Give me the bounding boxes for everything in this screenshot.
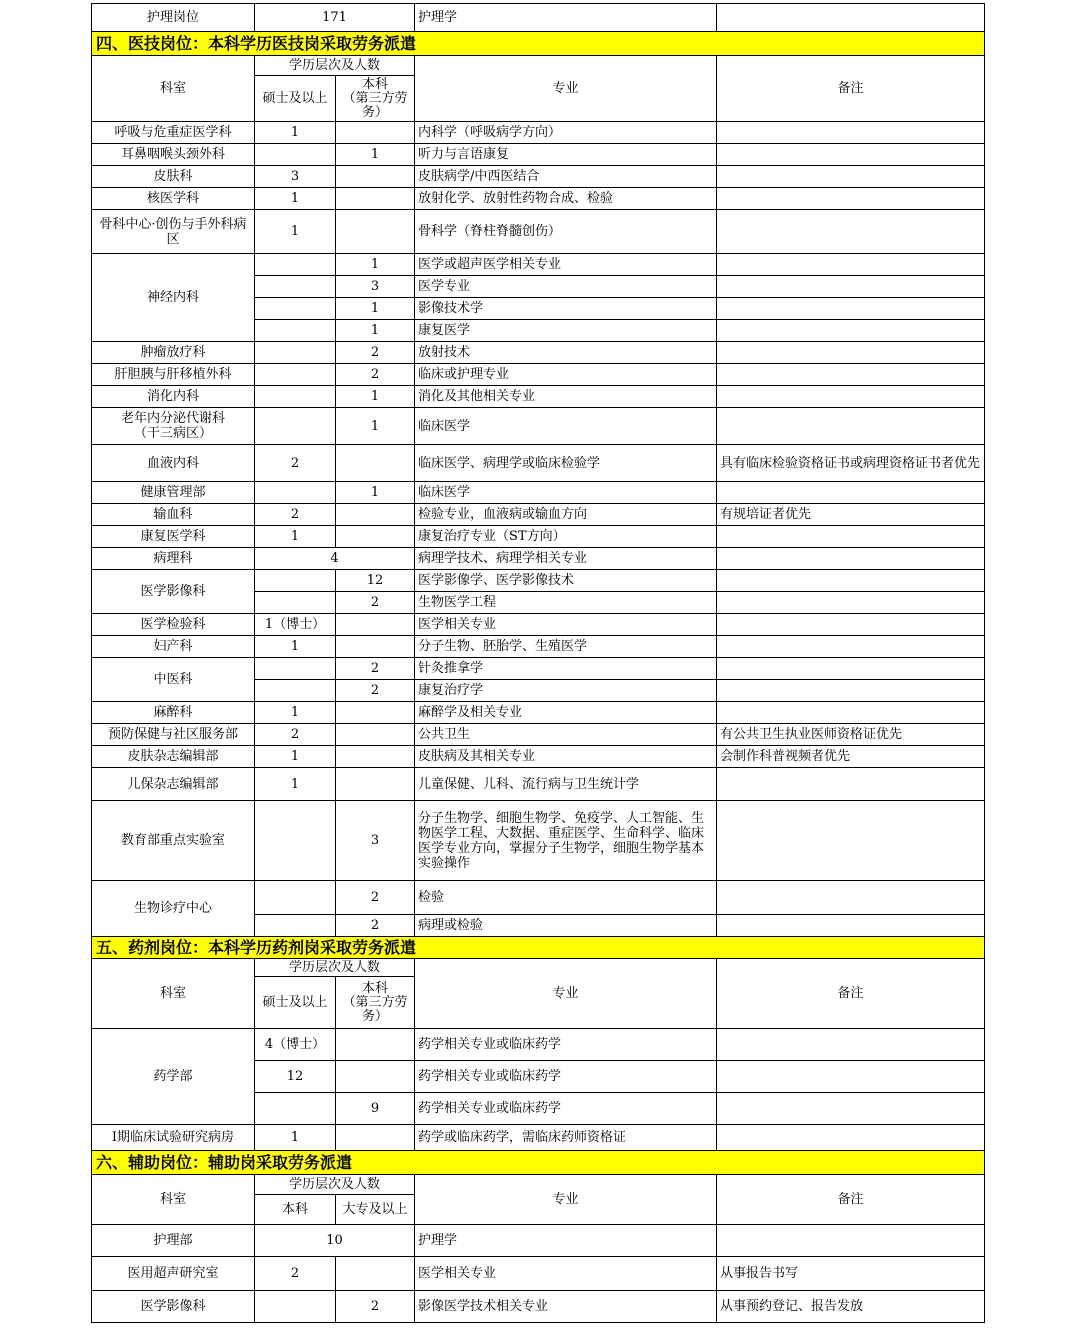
count-col2-cell: 2: [336, 680, 415, 702]
major-cell: 病理学技术、病理学相关专业: [415, 548, 717, 570]
count-col2-cell: 1: [336, 386, 415, 408]
note-cell: [717, 342, 985, 364]
count-col2-cell: [336, 1257, 415, 1291]
section-title-row: [92, 32, 985, 56]
count-col2-cell: [336, 614, 415, 636]
major-cell: 病理或检验: [415, 915, 717, 937]
dept-cell: 耳鼻咽喉头颈外科: [92, 144, 255, 166]
note-cell: [717, 166, 985, 188]
count-col2-cell: [336, 526, 415, 548]
count-col2-cell: 3: [336, 276, 415, 298]
dept-cell: 神经内科: [92, 254, 255, 342]
count-col1-cell: [255, 386, 336, 408]
note-cell: [717, 658, 985, 680]
note-cell: 有规培证者优先: [717, 504, 985, 526]
dept-cell: 中医科: [92, 658, 255, 702]
header-row: [92, 959, 985, 977]
count-col2-cell: [336, 210, 415, 254]
count-col1-cell: [255, 658, 336, 680]
note-cell: [717, 614, 985, 636]
table-row: [92, 724, 985, 746]
note-cell: [717, 144, 985, 166]
dept-cell: 护理岗位: [92, 4, 255, 32]
note-cell: [717, 364, 985, 386]
note-cell: 有公共卫生执业医师资格证优先: [717, 724, 985, 746]
table-row: [92, 526, 985, 548]
section-title: 四、医技岗位：本科学历医技岗采取劳务派遣: [92, 32, 985, 56]
header-major: 专业: [415, 959, 717, 1029]
count-col1-cell: [255, 364, 336, 386]
header-col1: 硕士及以上: [255, 977, 336, 1029]
dept-cell: 医学检验科: [92, 614, 255, 636]
dept-cell: 儿保杂志编辑部: [92, 768, 255, 801]
major-cell: 康复治疗专业（ST方向）: [415, 526, 717, 548]
table-row: [92, 144, 985, 166]
recruitment-table-sheet: [91, 3, 984, 1323]
major-cell: 儿童保健、儿科、流行病与卫生统计学: [415, 768, 717, 801]
table-row: [92, 702, 985, 724]
count-col1-cell: [255, 254, 336, 276]
note-cell: [717, 636, 985, 658]
header-note: 备注: [717, 56, 985, 122]
table-row: [92, 408, 985, 445]
count-col2-cell: 2: [336, 881, 415, 915]
major-cell: 康复治疗学: [415, 680, 717, 702]
note-cell: [717, 4, 985, 32]
major-cell: 消化及其他相关专业: [415, 386, 717, 408]
table-row: [92, 504, 985, 526]
count-col2-cell: 1: [336, 408, 415, 445]
note-cell: 从事报告书写: [717, 1257, 985, 1291]
count-col2-cell: 2: [336, 915, 415, 937]
count-col2-cell: [336, 188, 415, 210]
count-col1-cell: 1: [255, 210, 336, 254]
count-col1-cell: 1: [255, 526, 336, 548]
note-cell: [717, 801, 985, 881]
major-cell: 药学相关专业或临床药学: [415, 1061, 717, 1093]
count-cell: 171: [255, 4, 415, 32]
count-col1-cell: 1: [255, 768, 336, 801]
count-col2-cell: [336, 1029, 415, 1061]
table-row: [92, 166, 985, 188]
note-cell: [717, 188, 985, 210]
header-row: [92, 1175, 985, 1195]
table-row: [92, 881, 985, 915]
count-col1-cell: [255, 276, 336, 298]
count-col1-cell: 1: [255, 746, 336, 768]
table-row: [92, 1225, 985, 1257]
note-cell: [717, 320, 985, 342]
dept-cell: 呼吸与危重症医学科: [92, 122, 255, 144]
table-row: [92, 122, 985, 144]
count-col2-cell: [336, 702, 415, 724]
note-cell: [717, 570, 985, 592]
count-col2-cell: 2: [336, 1291, 415, 1323]
table-row: [92, 4, 985, 32]
note-cell: [717, 276, 985, 298]
header-education-group: 学历层次及人数: [255, 959, 415, 977]
dept-cell: 护理部: [92, 1225, 255, 1257]
count-col1-cell: 1: [255, 122, 336, 144]
count-col2-cell: [336, 1061, 415, 1093]
dept-cell: 病理科: [92, 548, 255, 570]
dept-cell: 医学影像科: [92, 1291, 255, 1323]
header-major: 专业: [415, 1175, 717, 1225]
count-col2-cell: 2: [336, 658, 415, 680]
major-cell: 生物医学工程: [415, 592, 717, 614]
count-col2-cell: [336, 768, 415, 801]
count-col1-cell: 1: [255, 636, 336, 658]
count-col1-cell: 3: [255, 166, 336, 188]
dept-cell: 麻醉科: [92, 702, 255, 724]
table-row: [92, 614, 985, 636]
note-cell: 从事预约登记、报告发放: [717, 1291, 985, 1323]
count-col1-cell: 1（博士）: [255, 614, 336, 636]
header-education-group: 学历层次及人数: [255, 1175, 415, 1195]
note-cell: [717, 768, 985, 801]
major-cell: 公共卫生: [415, 724, 717, 746]
dept-cell: 骨科中心·创伤与手外科病区: [92, 210, 255, 254]
count-col2-cell: 2: [336, 342, 415, 364]
note-cell: [717, 408, 985, 445]
major-cell: 听力与言语康复: [415, 144, 717, 166]
recruitment-table: [91, 3, 985, 1323]
major-cell: 临床医学: [415, 482, 717, 504]
note-cell: 会制作科普视频者优先: [717, 746, 985, 768]
note-cell: 具有临床检验资格证书或病理资格证书者优先: [717, 445, 985, 482]
note-cell: [717, 254, 985, 276]
count-col1-cell: [255, 570, 336, 592]
note-cell: [717, 1061, 985, 1093]
major-cell: 检验: [415, 881, 717, 915]
count-col2-cell: 1: [336, 298, 415, 320]
table-row: [92, 746, 985, 768]
table-row: [92, 1291, 985, 1323]
note-cell: [717, 680, 985, 702]
header-note: 备注: [717, 959, 985, 1029]
note-cell: [717, 298, 985, 320]
count-col1-cell: 12: [255, 1061, 336, 1093]
header-dept: 科室: [92, 959, 255, 1029]
major-cell: 皮肤病学/中西医结合: [415, 166, 717, 188]
major-cell: 临床医学: [415, 408, 717, 445]
major-cell: 临床医学、病理学或临床检验学: [415, 445, 717, 482]
dept-cell: 生物诊疗中心: [92, 881, 255, 937]
count-col1-cell: [255, 342, 336, 364]
header-row: [92, 56, 985, 76]
table-row: [92, 254, 985, 276]
dept-cell: 皮肤科: [92, 166, 255, 188]
count-col1-cell: 1: [255, 702, 336, 724]
major-cell: 麻醉学及相关专业: [415, 702, 717, 724]
dept-cell: 核医学科: [92, 188, 255, 210]
dept-cell: 预防保健与社区服务部: [92, 724, 255, 746]
header-col2: 本科 （第三方劳 务）: [336, 76, 415, 122]
header-col1: 本科: [255, 1195, 336, 1225]
note-cell: [717, 915, 985, 937]
dept-cell: 康复医学科: [92, 526, 255, 548]
header-col2: 大专及以上: [336, 1195, 415, 1225]
table-row: [92, 482, 985, 504]
dept-cell: 药学部: [92, 1029, 255, 1125]
table-row: [92, 188, 985, 210]
count-col1-cell: [255, 592, 336, 614]
count-col1-cell: [255, 482, 336, 504]
count-col2-cell: 2: [336, 364, 415, 386]
table-row: [92, 364, 985, 386]
count-col2-cell: [336, 636, 415, 658]
major-cell: 皮肤病及其相关专业: [415, 746, 717, 768]
count-col1-cell: [255, 915, 336, 937]
dept-cell: 医用超声研究室: [92, 1257, 255, 1291]
header-dept: 科室: [92, 1175, 255, 1225]
note-cell: [717, 702, 985, 724]
major-cell: 医学专业: [415, 276, 717, 298]
count-col2-cell: 12: [336, 570, 415, 592]
major-cell: 药学或临床药学，需临床药师资格证: [415, 1125, 717, 1151]
count-col1-cell: [255, 144, 336, 166]
count-col1-cell: 4（博士）: [255, 1029, 336, 1061]
header-education-group: 学历层次及人数: [255, 56, 415, 76]
count-col1-cell: 1: [255, 1125, 336, 1151]
note-cell: [717, 482, 985, 504]
count-cell: 10: [255, 1225, 415, 1257]
note-cell: [717, 592, 985, 614]
dept-cell: Ⅰ期临床试验研究病房: [92, 1125, 255, 1151]
count-col1-cell: [255, 408, 336, 445]
note-cell: [717, 1093, 985, 1125]
major-cell: 内科学（呼吸病学方向）: [415, 122, 717, 144]
header-dept: 科室: [92, 56, 255, 122]
note-cell: [717, 122, 985, 144]
major-cell: 影像技术学: [415, 298, 717, 320]
count-col2-cell: 3: [336, 801, 415, 881]
count-col2-cell: 2: [336, 592, 415, 614]
count-col1-cell: 2: [255, 504, 336, 526]
dept-cell: 医学影像科: [92, 570, 255, 614]
dept-cell: 肿瘤放疗科: [92, 342, 255, 364]
note-cell: [717, 1029, 985, 1061]
count-col1-cell: 2: [255, 445, 336, 482]
section-title: 六、辅助岗位：辅助岗采取劳务派遣: [92, 1151, 985, 1175]
count-col2-cell: [336, 166, 415, 188]
major-cell: 医学影像学、医学影像技术: [415, 570, 717, 592]
dept-cell: 皮肤杂志编辑部: [92, 746, 255, 768]
count-col2-cell: [336, 746, 415, 768]
header-col2: 本科 （第三方劳 务）: [336, 977, 415, 1029]
dept-cell: 消化内科: [92, 386, 255, 408]
count-col2-cell: [336, 504, 415, 526]
count-col1-cell: [255, 1093, 336, 1125]
section-title: 五、药剂岗位：本科学历药剂岗采取劳务派遣: [92, 937, 985, 959]
major-cell: 药学相关专业或临床药学: [415, 1029, 717, 1061]
count-col1-cell: 1: [255, 188, 336, 210]
note-cell: [717, 1225, 985, 1257]
section-title-row: [92, 1151, 985, 1175]
table-row: [92, 386, 985, 408]
table-row: [92, 636, 985, 658]
major-cell: 康复医学: [415, 320, 717, 342]
note-cell: [717, 386, 985, 408]
note-cell: [717, 210, 985, 254]
table-row: [92, 768, 985, 801]
dept-cell: 妇产科: [92, 636, 255, 658]
header-major: 专业: [415, 56, 717, 122]
dept-cell: 老年内分泌代谢科 （干三病区）: [92, 408, 255, 445]
table-row: [92, 210, 985, 254]
dept-cell: 教育部重点实验室: [92, 801, 255, 881]
header-col1: 硕士及以上: [255, 76, 336, 122]
dept-cell: 血液内科: [92, 445, 255, 482]
major-cell: 放射技术: [415, 342, 717, 364]
major-cell: 护理学: [415, 1225, 717, 1257]
table-row: [92, 801, 985, 881]
count-col2-cell: [336, 724, 415, 746]
section-title-row: [92, 937, 985, 959]
major-cell: 医学或超声医学相关专业: [415, 254, 717, 276]
table-row: [92, 570, 985, 592]
table-row: [92, 1125, 985, 1151]
dept-cell: 肝胆胰与肝移植外科: [92, 364, 255, 386]
count-col1-cell: [255, 801, 336, 881]
count-col2-cell: [336, 445, 415, 482]
major-cell: 护理学: [415, 4, 717, 32]
count-cell: 4: [255, 548, 415, 570]
count-col2-cell: 1: [336, 254, 415, 276]
count-col2-cell: 9: [336, 1093, 415, 1125]
note-cell: [717, 548, 985, 570]
count-col1-cell: 2: [255, 1257, 336, 1291]
major-cell: 分子生物、胚胎学、生殖医学: [415, 636, 717, 658]
count-col1-cell: [255, 320, 336, 342]
major-cell: 检验专业，血液病或输血方向: [415, 504, 717, 526]
major-cell: 放射化学、放射性药物合成、检验: [415, 188, 717, 210]
count-col2-cell: 1: [336, 482, 415, 504]
major-cell: 影像医学技术相关专业: [415, 1291, 717, 1323]
note-cell: [717, 526, 985, 548]
dept-cell: 健康管理部: [92, 482, 255, 504]
major-cell: 针灸推拿学: [415, 658, 717, 680]
major-cell: 药学相关专业或临床药学: [415, 1093, 717, 1125]
major-cell: 医学相关专业: [415, 614, 717, 636]
table-row: [92, 1029, 985, 1061]
count-col1-cell: 2: [255, 724, 336, 746]
count-col1-cell: [255, 1291, 336, 1323]
count-col2-cell: [336, 1125, 415, 1151]
count-col2-cell: 1: [336, 144, 415, 166]
table-row: [92, 658, 985, 680]
note-cell: [717, 1125, 985, 1151]
header-note: 备注: [717, 1175, 985, 1225]
note-cell: [717, 881, 985, 915]
count-col2-cell: [336, 122, 415, 144]
count-col1-cell: [255, 298, 336, 320]
table-row: [92, 1257, 985, 1291]
major-cell: 骨科学（脊柱脊髓创伤）: [415, 210, 717, 254]
major-cell: 医学相关专业: [415, 1257, 717, 1291]
table-row: [92, 342, 985, 364]
count-col1-cell: [255, 680, 336, 702]
table-row: [92, 548, 985, 570]
dept-cell: 输血科: [92, 504, 255, 526]
major-cell: 临床或护理专业: [415, 364, 717, 386]
table-row: [92, 445, 985, 482]
count-col1-cell: [255, 881, 336, 915]
major-cell: 分子生物学、细胞生物学、免疫学、人工智能、生物医学工程、大数据、重症医学、生命科学、临床医学专业方向，掌握分子生物学，细胞生物学基本实验操作: [415, 801, 717, 881]
count-col2-cell: 1: [336, 320, 415, 342]
